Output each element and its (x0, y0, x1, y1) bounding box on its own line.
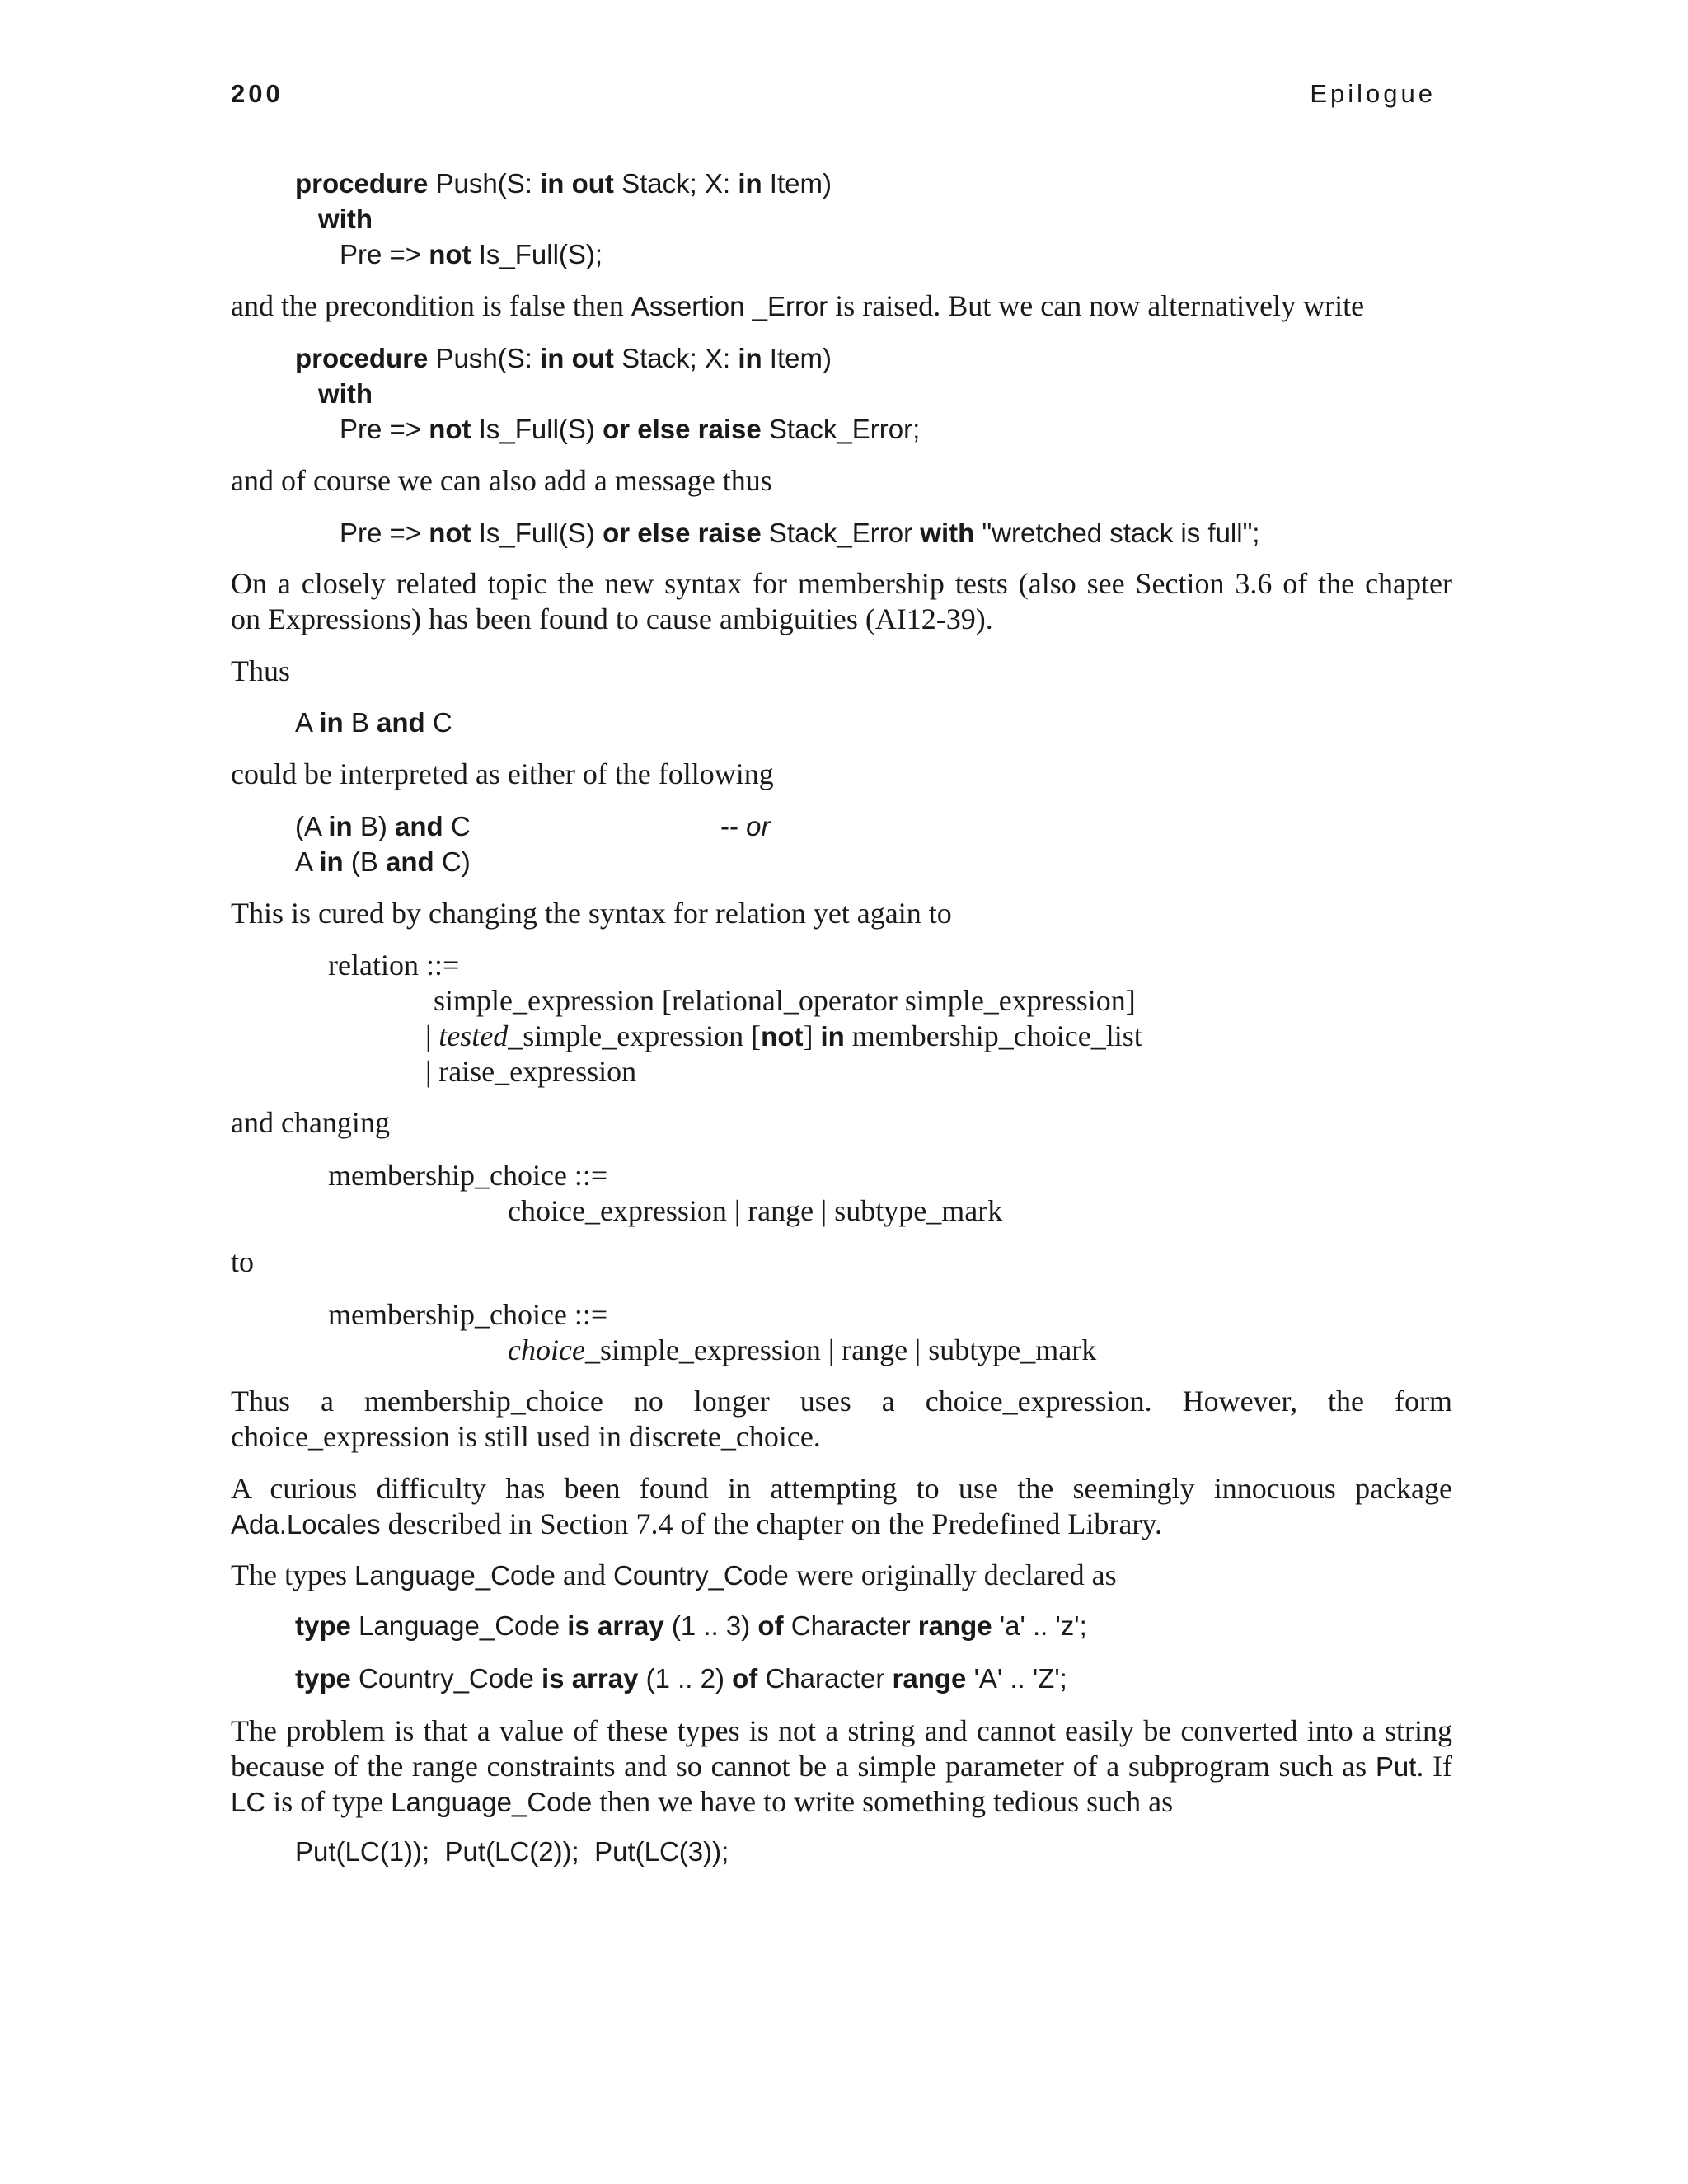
code-line: type Language_Code is array (1 .. 3) of Character range 'a' .. 'z'; (295, 1610, 1087, 1641)
grammar-line: simple_expression [relational_operator simple_expression] (434, 984, 1136, 1017)
paragraph-line: choice_expression is still used in discrete_choice. (231, 1420, 821, 1453)
paragraph-line: The problem is that a value of these types is not a string and cannot easily be converted into a string (231, 1714, 1452, 1747)
grammar-line: | raise_expression (425, 1055, 637, 1088)
page-number: 200 (231, 79, 284, 108)
code-line: Put(LC(1)); Put(LC(2)); Put(LC(3)); (295, 1836, 729, 1867)
paragraph-line: on Expressions) has been found to cause ambiguities (AI12-39). (231, 602, 993, 635)
code-line: Pre => not Is_Full(S) or else raise Stack_Error; (340, 414, 921, 444)
paragraph-line: to (231, 1245, 255, 1278)
paragraph-line: On a closely related topic the new syntax for membership tests (also see Section 3.6 of the chapter (231, 567, 1452, 600)
paragraph-line: Thus a membership_choice no longer uses a choice_expression. However, the form (231, 1385, 1452, 1418)
code-comment: -- or (720, 811, 771, 841)
running-header: Epilogue (1310, 79, 1436, 108)
code-line: Pre => not Is_Full(S) or else raise Stack_Error with "wretched stack is full"; (340, 518, 1260, 548)
grammar-line: | tested_simple_expression [not] in membership_choice_list (425, 1019, 1142, 1052)
code-line: procedure Push(S: in out Stack; X: in Item) (295, 343, 832, 373)
grammar-line: choice_simple_expression | range | subtype_mark (508, 1333, 1097, 1366)
code-line: Pre => not Is_Full(S); (340, 239, 603, 269)
code-line: A in (B and C) (295, 846, 471, 877)
code-line: with (318, 204, 373, 234)
code-line: procedure Push(S: in out Stack; X: in Item) (295, 168, 832, 199)
grammar-line: membership_choice ::= (328, 1298, 608, 1331)
paragraph-line: and the precondition is false then Assertion _Error is raised. But we can now alternatively write (231, 289, 1365, 322)
code-line: with (318, 378, 373, 409)
grammar-line: relation ::= (328, 949, 460, 982)
paragraph-line: could be interpreted as either of the following (231, 757, 774, 790)
paragraph-line: Ada.Locales described in Section 7.4 of the chapter on the Predefined Library. (231, 1507, 1162, 1540)
code-line: type Country_Code is array (1 .. 2) of Character range 'A' .. 'Z'; (295, 1663, 1067, 1694)
paragraph-line: The types Language_Code and Country_Code were originally declared as (231, 1558, 1117, 1591)
code-line: (A in B) and C (295, 811, 471, 841)
paragraph-line: A curious difficulty has been found in attempting to use the seemingly innocuous package (231, 1472, 1452, 1505)
paragraph-line: This is cured by changing the syntax for relation yet again to (231, 897, 952, 930)
grammar-line: membership_choice ::= (328, 1159, 608, 1192)
paragraph-line: and of course we can also add a message thus (231, 464, 772, 497)
paragraph-line: because of the range constraints and so cannot be a simple parameter of a subprogram such as Put. If (231, 1750, 1452, 1783)
grammar-line: choice_expression | range | subtype_mark (508, 1194, 1003, 1227)
paragraph-line: LC is of type Language_Code then we have to write something tedious such as (231, 1785, 1174, 1818)
paragraph-line: and changing (231, 1106, 390, 1139)
code-line: A in B and C (295, 707, 452, 738)
paragraph-line: Thus (231, 654, 290, 687)
